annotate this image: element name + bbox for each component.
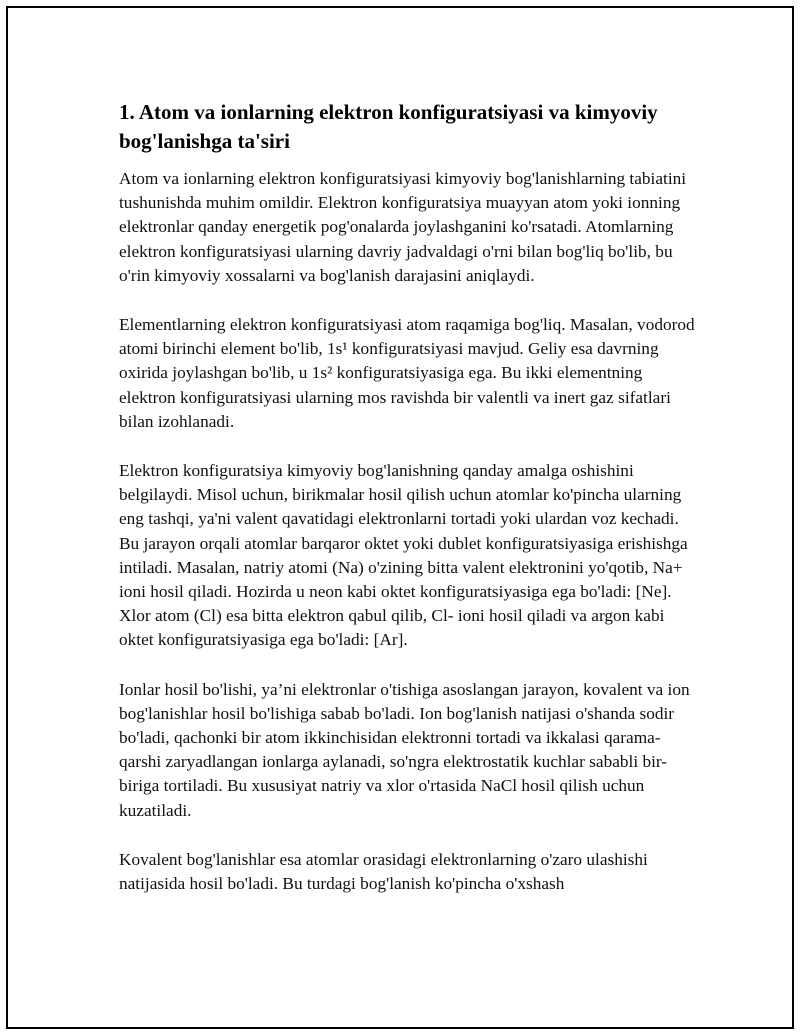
paragraph-5: Kovalent bog'lanishlar esa atomlar orasidagi elektronlarning o'zaro ulashishi natijasida hosil bo'ladi. Bu turdagi bog'lanish ko'pincha o'xshash — [119, 849, 648, 894]
document-page — [6, 6, 794, 1029]
paragraph-3: Elektron konfiguratsiya kimyoviy bog'lanishning qanday amalga oshishini belgilaydi. Misol uchun, birikmalar hosil qilish uchun atomlar ko'pincha ularning eng tashqi, ya'ni valent qavatidagi elektronlarni tortadi yoki ulardan voz kechadi. Bu jarayon orqali atomlar barqaror oktet yoki dublet konfiguratsiyasiga erishishga intiladi. Masalan, natriy atomi (Na) o'zining bitta valent elektronini yo'qotib, Na+ ioni hosil qiladi. Hozirda u neon kabi oktet konfiguratsiyasiga ega bo'ladi: [Ne]. Xlor atom (Cl) esa bitta elektron qabul qilib, Cl- ioni hosil qiladi va argon kabi oktet konfiguratsiyasiga ega bo'ladi: [Ar]. — [119, 461, 688, 650]
paragraph-2: Elementlarning elektron konfiguratsiyasi atom raqamiga bog'liq. Masalan, vodorod atomi birinchi element bo'lib, 1s¹ konfiguratsiyasi mavjud. Geliy esa davrning oxirida joylashgan bo'lib, u 1s² konfiguratsiyasiga ega. Bu ikki elementning elektron konfiguratsiyasi ularning mos ravishda bir valentli va inert gaz sifatlari bilan izohlanadi. — [119, 315, 695, 431]
document-title: 1. Atom va ionlarning elektron konfiguratsiyasi va kimyoviy bog'lanishga ta'siri — [119, 100, 658, 153]
paragraph-4: Ionlar hosil bo'lishi, ya’ni elektronlar o'tishiga asoslangan jarayon, kovalent va ion bog'lanishlar hosil bo'lishiga sabab bo'ladi. Ion bog'lanish natijasi o'shanda sodir bo'ladi, qachonki bir atom ikkinchisidan elektronni tortadi va ikkalasi qarama-qarshi zaryadlangan ionlarga aylanadi, so'ngra elektrostatik kuchlar sababli bir-biriga tortiladi. Bu xususiyat natriy va xlor o'rtasida NaCl hosil qilish uchun kuzatiladi. — [119, 679, 690, 820]
paragraph-1: Atom va ionlarning elektron konfiguratsiyasi kimyoviy bog'lanishlarning tabiatini tushunishda muhim omildir. Elektron konfiguratsiya muayyan atom yoki ionning elektronlar qanday energetik pog'onalarda joylashganini ko'rsatadi. Atomlarning elektron konfiguratsiyasi ularning davriy jadvaldagi o'rni bilan bog'liq bo'lib, bu o'rin kimyoviy xossalarni va bog'lanish darajasini aniqlaydi. — [119, 169, 687, 285]
document-content — [119, 98, 699, 921]
